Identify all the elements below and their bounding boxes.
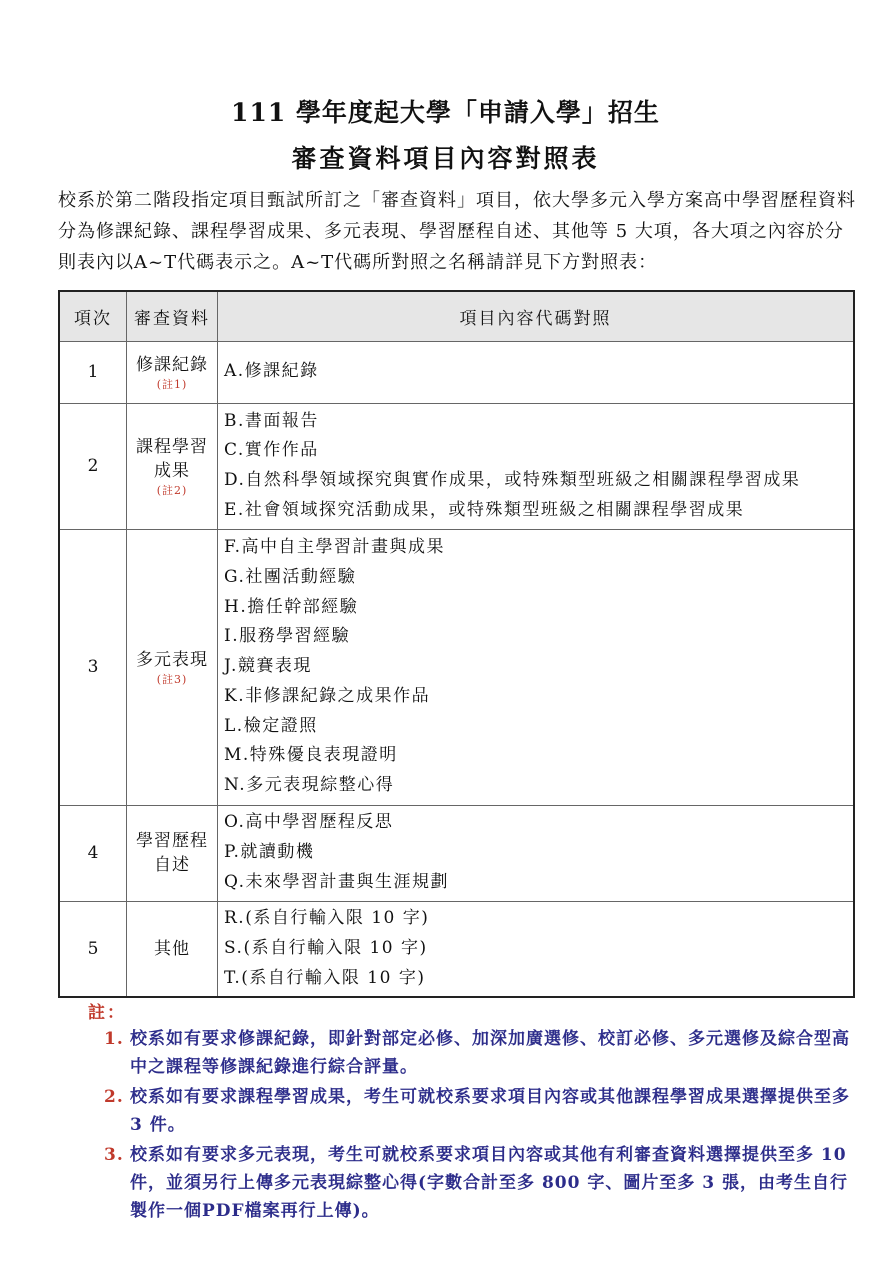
note-number: 2.	[104, 1087, 124, 1107]
item-entry: B.書面報告	[224, 410, 319, 431]
item-entry: O.高中學習歷程反思	[224, 812, 394, 833]
category-text: 課程學習	[136, 436, 208, 457]
item-entry: I.服務學習經驗	[224, 626, 351, 647]
table-row	[59, 341, 854, 403]
row-number: 1	[59, 341, 127, 403]
row-items	[218, 341, 855, 403]
notes-section	[88, 998, 858, 1227]
row-items	[218, 805, 855, 901]
row-items	[218, 901, 855, 997]
item-entry: A.修課紀錄	[224, 361, 319, 382]
item-entry: F.高中自主學習計畫與成果	[224, 537, 446, 558]
item-entry: D.自然科學領域探究與實作成果，或特殊類型班級之相關課程學習成果	[224, 470, 801, 490]
header-category: 審查資料	[127, 291, 218, 341]
item-entry: R.(系自行輸入限 10 字)	[224, 908, 430, 929]
item-entry: N.多元表現綜整心得	[224, 774, 395, 795]
row-category	[127, 403, 218, 529]
row-category	[127, 805, 218, 901]
page-title-line2: 審查資料項目內容對照表	[291, 144, 600, 173]
item-entry: S.(系自行輸入限 10 字)	[224, 937, 428, 958]
table-header-row	[59, 291, 854, 341]
note-reference: (註2)	[156, 483, 188, 497]
notes-heading: 註：	[88, 1003, 126, 1023]
item-entry: Q.未來學習計畫與生涯規劃	[224, 871, 449, 892]
category-text: 學習歷程	[136, 831, 208, 851]
category-text: 其他	[154, 938, 190, 959]
header-no: 項次	[59, 291, 127, 341]
review-items-table	[58, 290, 855, 998]
item-entry: L.檢定證照	[224, 715, 318, 736]
item-entry: K.非修課紀錄之成果作品	[224, 685, 431, 706]
note-item	[88, 1083, 858, 1139]
note-item	[88, 1141, 858, 1225]
item-entry: C.實作作品	[224, 440, 319, 461]
note-number: 1.	[104, 1029, 124, 1049]
note-text: 校系如有要求多元表現，考生可就校系要求項目內容或其他有利審查資料選擇提供至多 10 件，並須另行上傳多元表現綜整心得(字數合計至多 800 字、圖片至多 3 張，由考生自行製作一個PDF檔案再行上傳)。	[130, 1145, 849, 1221]
row-category	[127, 901, 218, 997]
item-entry: M.特殊優良表現證明	[224, 745, 398, 766]
note-text: 校系如有要求課程學習成果，考生可就校系要求項目內容或其他課程學習成果選擇提供至多 3 件。	[130, 1087, 850, 1135]
note-reference: (註1)	[156, 377, 188, 391]
note-text: 校系如有要求修課紀錄，即針對部定必修、加深加廣選修、校訂必修、多元選修及綜合型高中之課程等修課紀錄進行綜合評量。	[130, 1029, 850, 1077]
table-row	[59, 901, 854, 997]
item-entry: P.就讀動機	[224, 842, 315, 863]
item-entry: E.社會領域探究活動成果，或特殊類型班級之相關課程學習成果	[224, 499, 745, 520]
table-row	[59, 805, 854, 901]
category-text: 修課紀錄	[136, 354, 208, 375]
row-number: 3	[59, 529, 127, 805]
category-text: 多元表現	[136, 649, 208, 670]
row-items	[218, 529, 855, 805]
row-number: 2	[59, 403, 127, 529]
row-number: 5	[59, 901, 127, 997]
row-number: 4	[59, 805, 127, 901]
table-row	[59, 529, 854, 805]
category-text: 成果	[154, 460, 190, 481]
row-items	[218, 403, 855, 529]
row-category	[127, 529, 218, 805]
note-number: 3.	[104, 1145, 124, 1165]
item-entry: J.競賽表現	[224, 656, 312, 677]
note-item	[88, 1025, 858, 1081]
row-category	[127, 341, 218, 403]
item-entry: G.社團活動經驗	[224, 567, 357, 588]
item-entry: H.擔任幹部經驗	[224, 596, 359, 617]
category-text: 自述	[154, 855, 190, 875]
page-title-line1: 111 學年度起大學「申請入學」招生	[231, 98, 660, 127]
table-row	[59, 403, 854, 529]
intro-paragraph: 校系於第二階段指定項目甄試所訂之「審查資料」項目，依大學多元入學方案高中學習歷程資料分為修課紀錄、課程學習成果、多元表現、學習歷程自述、其他等 5 大項，各大項之內容於分則表內以A~T代碼表示之。A~T代碼所對照之名稱請詳見下方對照表：	[58, 190, 856, 273]
item-entry: T.(系自行輸入限 10 字)	[224, 967, 426, 988]
note-reference: (註3)	[156, 672, 188, 686]
header-items: 項目內容代碼對照	[218, 291, 855, 341]
